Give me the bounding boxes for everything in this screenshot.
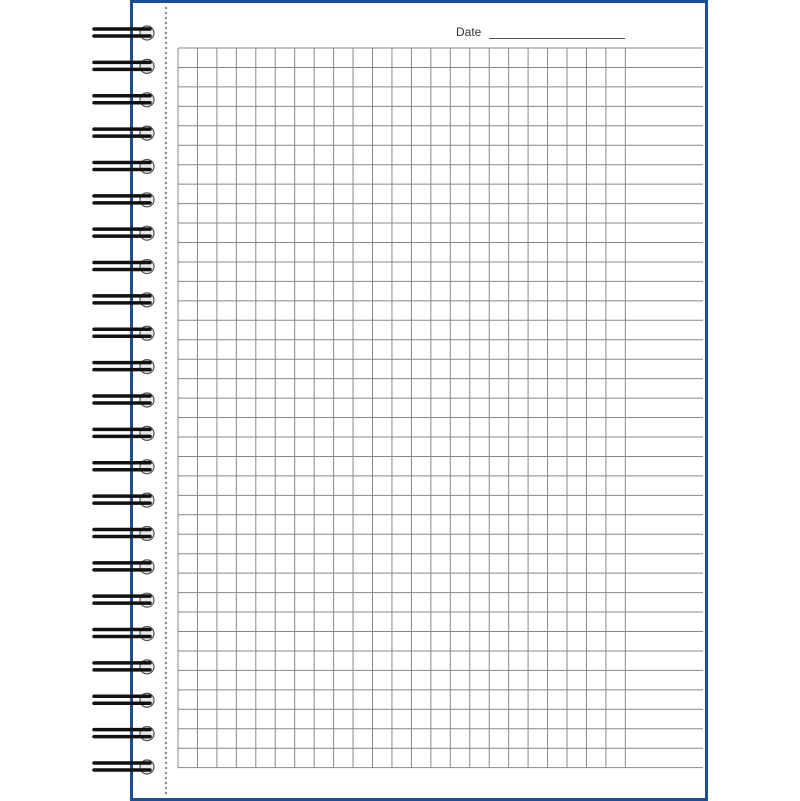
perforation-dot [165, 232, 167, 234]
perforation-dot [165, 567, 167, 569]
perforation-dot [165, 87, 167, 89]
perforation-dot [165, 667, 167, 669]
perforation-dot [165, 412, 167, 414]
perforation-dot [165, 487, 167, 489]
perforation-dot [165, 332, 167, 334]
perforation-dot [165, 587, 167, 589]
perforation-dot [165, 432, 167, 434]
perforation-dot [165, 262, 167, 264]
perforation-dot [165, 57, 167, 59]
perforation-dot [165, 202, 167, 204]
perforation-dot [165, 427, 167, 429]
perforation-dot [165, 362, 167, 364]
perforation-dot [165, 757, 167, 759]
perforation-dot [165, 437, 167, 439]
perforation-dot [165, 772, 167, 774]
perforation-dot [165, 307, 167, 309]
perforation-dot [165, 17, 167, 19]
perforation-dot [165, 117, 167, 119]
perforation-dot [165, 542, 167, 544]
perforation-dot [165, 27, 167, 29]
perforation-dot [165, 417, 167, 419]
perforation-dot [165, 792, 167, 794]
perforation-dot [165, 287, 167, 289]
perforation-dot [165, 552, 167, 554]
perforation-dot [165, 737, 167, 739]
perforation-dot [165, 722, 167, 724]
perforation-dot [165, 767, 167, 769]
perforation-dot [165, 732, 167, 734]
perforation-dot [165, 222, 167, 224]
perforation-dot [165, 187, 167, 189]
perforation-dot [165, 122, 167, 124]
perforation-dot [165, 317, 167, 319]
perforation-dot [165, 72, 167, 74]
perforation-dot [165, 707, 167, 709]
perforation-dot [165, 272, 167, 274]
perforation-dot [165, 197, 167, 199]
perforation-dot [165, 462, 167, 464]
perforation-dot [165, 647, 167, 649]
perforation-dot [165, 522, 167, 524]
perforation-dot [165, 442, 167, 444]
perforation-dot [165, 397, 167, 399]
perforation-dot [165, 312, 167, 314]
perforation-dot [165, 777, 167, 779]
perforation-dot [165, 562, 167, 564]
perforation-dot [165, 482, 167, 484]
perforation-dot [165, 682, 167, 684]
perforation-dot [165, 637, 167, 639]
perforation-dot [165, 237, 167, 239]
perforation-dot [165, 157, 167, 159]
perforation-dot [165, 142, 167, 144]
perforation-dot [165, 277, 167, 279]
perforation-dot [165, 37, 167, 39]
perforation-dot [165, 147, 167, 149]
perforation-dot [165, 557, 167, 559]
perforation-dot [165, 242, 167, 244]
perforation-dot [165, 702, 167, 704]
perforation-dot [165, 162, 167, 164]
perforation-dot [165, 302, 167, 304]
perforation-dot [165, 457, 167, 459]
perforation-dot [165, 107, 167, 109]
perforation-dot [165, 672, 167, 674]
perforation-dot [165, 747, 167, 749]
perforation-dot [165, 712, 167, 714]
perforation-dot [165, 352, 167, 354]
perforation-dot [165, 42, 167, 44]
perforation-dot [165, 337, 167, 339]
perforation-dot [165, 467, 167, 469]
perforation-dot [165, 497, 167, 499]
perforation-dot [165, 342, 167, 344]
perforation-dot [165, 367, 167, 369]
perforation-dot [165, 247, 167, 249]
perforation-dot [165, 102, 167, 104]
perforation-dot [165, 577, 167, 579]
perforation-dot [165, 642, 167, 644]
perforation-dot [165, 357, 167, 359]
perforation-dot [165, 167, 167, 169]
perforation-dot [165, 22, 167, 24]
perforation-dot [165, 282, 167, 284]
perforation-dot [165, 657, 167, 659]
perforation-dot [165, 612, 167, 614]
perforation-dot [165, 502, 167, 504]
perforation-dot [165, 192, 167, 194]
perforation-dot [165, 752, 167, 754]
perforation-dot [165, 227, 167, 229]
perforation-dot [165, 267, 167, 269]
perforation-dot [165, 217, 167, 219]
perforation-dot [165, 517, 167, 519]
perforation-dot [165, 347, 167, 349]
perforation-dot [165, 662, 167, 664]
perforation-dot [165, 622, 167, 624]
perforation-dot [165, 127, 167, 129]
perforation-dot [165, 532, 167, 534]
perforation-dot [165, 507, 167, 509]
perforation-dot [165, 402, 167, 404]
perforation-dot [165, 717, 167, 719]
perforation-dot [165, 547, 167, 549]
perforation-dot [165, 382, 167, 384]
perforation-dot [165, 727, 167, 729]
perforation-dot [165, 697, 167, 699]
perforation-dot [165, 387, 167, 389]
perforation-dot [165, 52, 167, 54]
perforation-dot [165, 377, 167, 379]
perforation-dot [165, 692, 167, 694]
perforation-dot [165, 782, 167, 784]
perforation-dot [165, 112, 167, 114]
perforation-dot [165, 77, 167, 79]
perforation-dot [165, 687, 167, 689]
perforation-dot [165, 422, 167, 424]
perforation-dot [165, 137, 167, 139]
perforation-dot [165, 392, 167, 394]
perforation-dot [165, 322, 167, 324]
perforation-dot [165, 297, 167, 299]
perforation-dot [165, 212, 167, 214]
date-label: Date [456, 25, 482, 39]
perforation-dot [165, 62, 167, 64]
perforation-dot [165, 452, 167, 454]
perforation-dot [165, 762, 167, 764]
perforation-dot [165, 92, 167, 94]
perforation-dot [165, 447, 167, 449]
perforation-dot [165, 47, 167, 49]
perforation-dot [165, 492, 167, 494]
perforation-dot [165, 327, 167, 329]
perforation-dot [165, 592, 167, 594]
perforation-dot [165, 537, 167, 539]
perforation-dot [165, 512, 167, 514]
perforation-dot [165, 652, 167, 654]
perforation-dot [165, 257, 167, 259]
perforation-dot [165, 632, 167, 634]
perforation-dot [165, 477, 167, 479]
perforation-dot [165, 182, 167, 184]
perforation-dot [165, 742, 167, 744]
perforation-dot [165, 617, 167, 619]
perforation-dot [165, 627, 167, 629]
perforation-dot [165, 132, 167, 134]
perforation-dot [165, 207, 167, 209]
perforation-dot [165, 602, 167, 604]
perforation-dot [165, 607, 167, 609]
perforation-dot [165, 582, 167, 584]
perforation-dot [165, 97, 167, 99]
perforation-dot [165, 407, 167, 409]
perforation-dot [165, 172, 167, 174]
perforation-dot [165, 677, 167, 679]
perforation-dot [165, 292, 167, 294]
perforation-dot [165, 67, 167, 69]
perforation-dot [165, 372, 167, 374]
perforation-dot [165, 7, 167, 9]
perforation-dot [165, 787, 167, 789]
perforation-dot [165, 12, 167, 14]
perforation-dot [165, 572, 167, 574]
perforation-dot [165, 152, 167, 154]
perforation-dot [165, 527, 167, 529]
perforation-dot [165, 82, 167, 84]
perforation-dot [165, 597, 167, 599]
date-field-line[interactable] [489, 38, 625, 39]
perforation-dot [165, 472, 167, 474]
perforation-dot [165, 32, 167, 34]
perforation-dot [165, 252, 167, 254]
perforation-dot [165, 177, 167, 179]
